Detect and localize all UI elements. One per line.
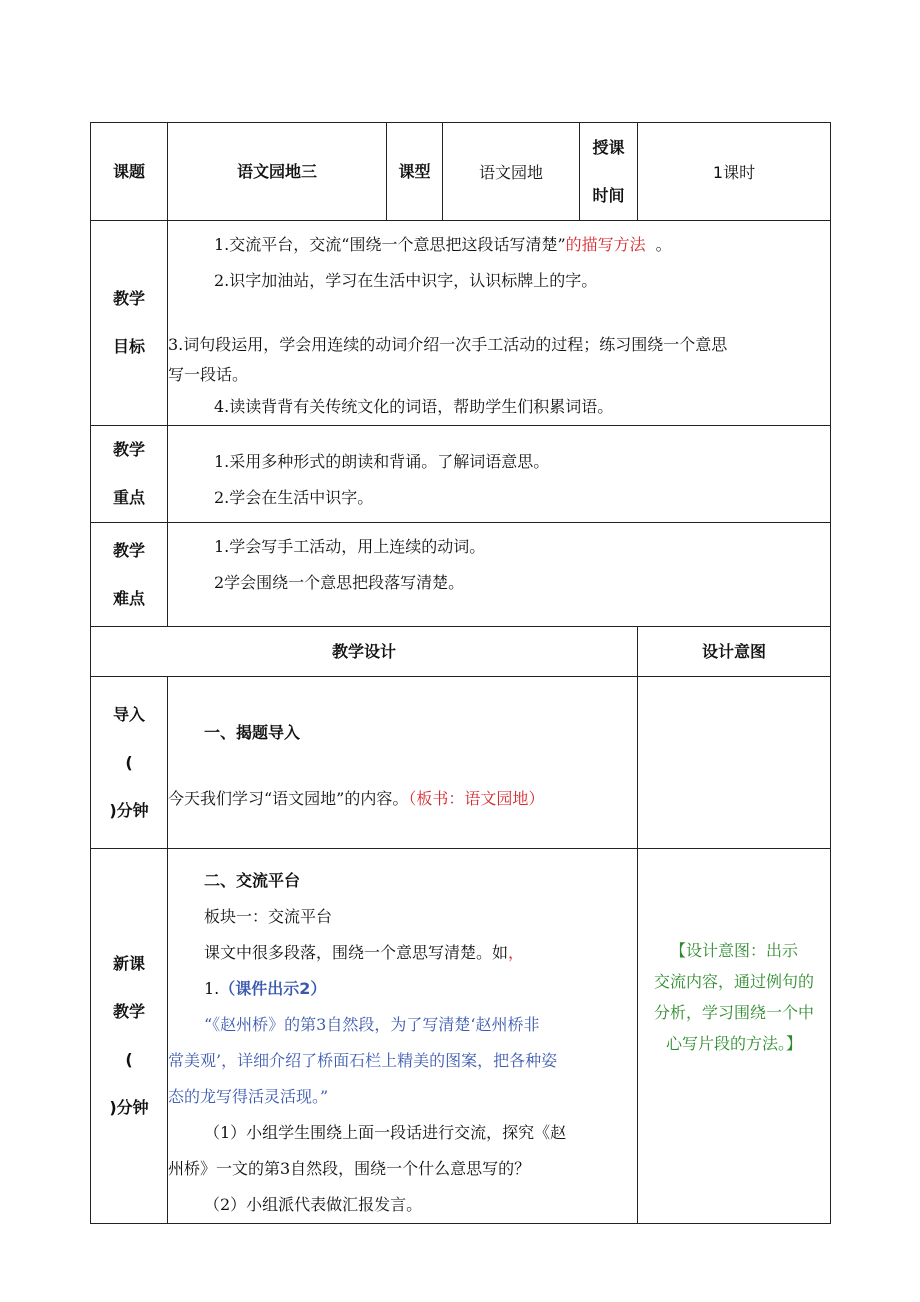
new-lesson-heading: 二、交流平台 bbox=[204, 871, 301, 890]
new-lesson-label-line3: ( bbox=[125, 1050, 133, 1069]
question-2: （2）小组派代表做汇报发言。 bbox=[204, 1195, 423, 1214]
key-points-label-line1: 教学 bbox=[112, 440, 145, 459]
key-points-content bbox=[168, 426, 831, 523]
time-label bbox=[580, 123, 638, 221]
intent-line1: 【设计意图：出示 bbox=[669, 941, 798, 960]
intro-label-line3: )分钟 bbox=[109, 800, 149, 820]
intro-row bbox=[91, 677, 831, 849]
lesson-plan-table bbox=[90, 122, 831, 1224]
quote-line2: 常美观’，详细介绍了桥面石栏上精美的图案，把各种姿 bbox=[168, 1051, 558, 1070]
goal-item-1 bbox=[168, 227, 830, 263]
new-lesson-label-line1: 新课 bbox=[112, 954, 145, 973]
question-1-line1: （1）小组学生围绕上面一段话进行交流，探究《赵 bbox=[204, 1123, 567, 1142]
topic-label: 课题 bbox=[91, 123, 168, 221]
topic-value: 语文园地三 bbox=[168, 123, 387, 221]
intro-text-main: 今天我们学习“语文园地”的内容。 bbox=[168, 789, 409, 808]
new-lesson-content bbox=[168, 849, 638, 1224]
intro-content bbox=[168, 677, 638, 849]
goal-item-1-highlight: 的描写方法 bbox=[565, 235, 646, 254]
intro-heading: 一、揭题导入 bbox=[204, 723, 301, 742]
quote-line3: 态的龙写得活灵活现。” bbox=[168, 1087, 329, 1106]
intro-board-note: （板书：语文园地） bbox=[408, 789, 545, 808]
new-lesson-intent bbox=[638, 849, 831, 1224]
type-value: 语文园地 bbox=[443, 123, 580, 221]
difficulties-row bbox=[91, 523, 831, 627]
intro-label bbox=[91, 677, 168, 849]
intro-label-line1: 导入 bbox=[112, 704, 145, 724]
goal-item-3-line1: 3.词句段运用，学会用连续的动词介绍一次手工活动的过程；练习围绕一个意思 bbox=[168, 335, 728, 354]
design-intent-header: 设计意图 bbox=[638, 627, 831, 677]
key-points-row bbox=[91, 426, 831, 523]
key-point-1: 1.采用多种形式的朗读和背诵。了解词语意思。 bbox=[214, 452, 550, 471]
design-header-row bbox=[91, 627, 831, 677]
difficulties-content bbox=[168, 523, 831, 627]
intent-line2: 交流内容，通过例句的 bbox=[653, 972, 814, 991]
intent-line3: 分析，学习围绕一个中 bbox=[653, 1003, 814, 1022]
goal-item-4: 4.读读背背有关传统文化的词语，帮助学生们积累词语。 bbox=[214, 397, 614, 416]
courseware-note: （课件出示2） bbox=[219, 979, 327, 998]
goal-item-2: 2.识字加油站，学习在生活中识字，认识标牌上的字。 bbox=[214, 271, 598, 290]
time-label-line2: 时间 bbox=[592, 185, 625, 205]
goal-item-1-text: 1.交流平台，交流“围绕一个意思把这段话写清楚” bbox=[214, 235, 566, 254]
question-1-line2: 州桥》一文的第3自然段，围绕一个什么意思写的？ bbox=[168, 1159, 531, 1178]
teaching-design-header: 教学设计 bbox=[91, 627, 638, 677]
goal-item-3-line2: 写一段话。 bbox=[168, 365, 249, 384]
new-lesson-row bbox=[91, 849, 831, 1224]
intro-intent bbox=[638, 677, 831, 849]
difficulties-label-line1: 教学 bbox=[112, 540, 145, 560]
new-lesson-label-line2: 教学 bbox=[112, 1002, 145, 1021]
goals-label-line1: 教学 bbox=[112, 289, 145, 308]
goals-label-line2: 目标 bbox=[112, 337, 145, 356]
new-lesson-line2 bbox=[168, 971, 637, 1007]
time-value: 1课时 bbox=[638, 123, 831, 221]
time-label-line1: 授课 bbox=[592, 137, 625, 157]
new-lesson-line1 bbox=[168, 935, 637, 971]
type-label: 课型 bbox=[387, 123, 443, 221]
new-lesson-line1-comma: ， bbox=[508, 943, 525, 962]
difficulties-label-line2: 难点 bbox=[112, 588, 145, 608]
key-points-label-line2: 重点 bbox=[112, 488, 145, 507]
difficulty-1: 1.学会写手工活动，用上连续的动词。 bbox=[214, 537, 486, 556]
new-lesson-label bbox=[91, 849, 168, 1224]
intro-text bbox=[168, 781, 637, 817]
new-lesson-line1-text: 课文中很多段落，围绕一个意思写清楚。如 bbox=[204, 943, 509, 962]
goals-label bbox=[91, 221, 168, 426]
difficulties-label bbox=[91, 523, 168, 627]
new-lesson-line2-num: 1. bbox=[204, 979, 220, 998]
difficulty-2: 2学会围绕一个意思把段落写清楚。 bbox=[214, 573, 465, 592]
new-lesson-label-line4: )分钟 bbox=[109, 1098, 149, 1117]
intent-line4: 心写片段的方法。】 bbox=[665, 1034, 802, 1053]
key-points-label bbox=[91, 426, 168, 523]
key-point-2: 2.学会在生活中识字。 bbox=[214, 488, 374, 507]
intro-label-line2: ( bbox=[125, 752, 133, 772]
header-row bbox=[91, 123, 831, 221]
quote-line1: “《赵州桥》的第3自然段，为了写清楚‘赵州桥非 bbox=[204, 1015, 540, 1034]
new-lesson-block: 板块一：交流平台 bbox=[204, 907, 333, 926]
goals-row bbox=[91, 221, 831, 426]
goal-item-1-end: 。 bbox=[655, 235, 672, 254]
goals-content bbox=[168, 221, 831, 426]
